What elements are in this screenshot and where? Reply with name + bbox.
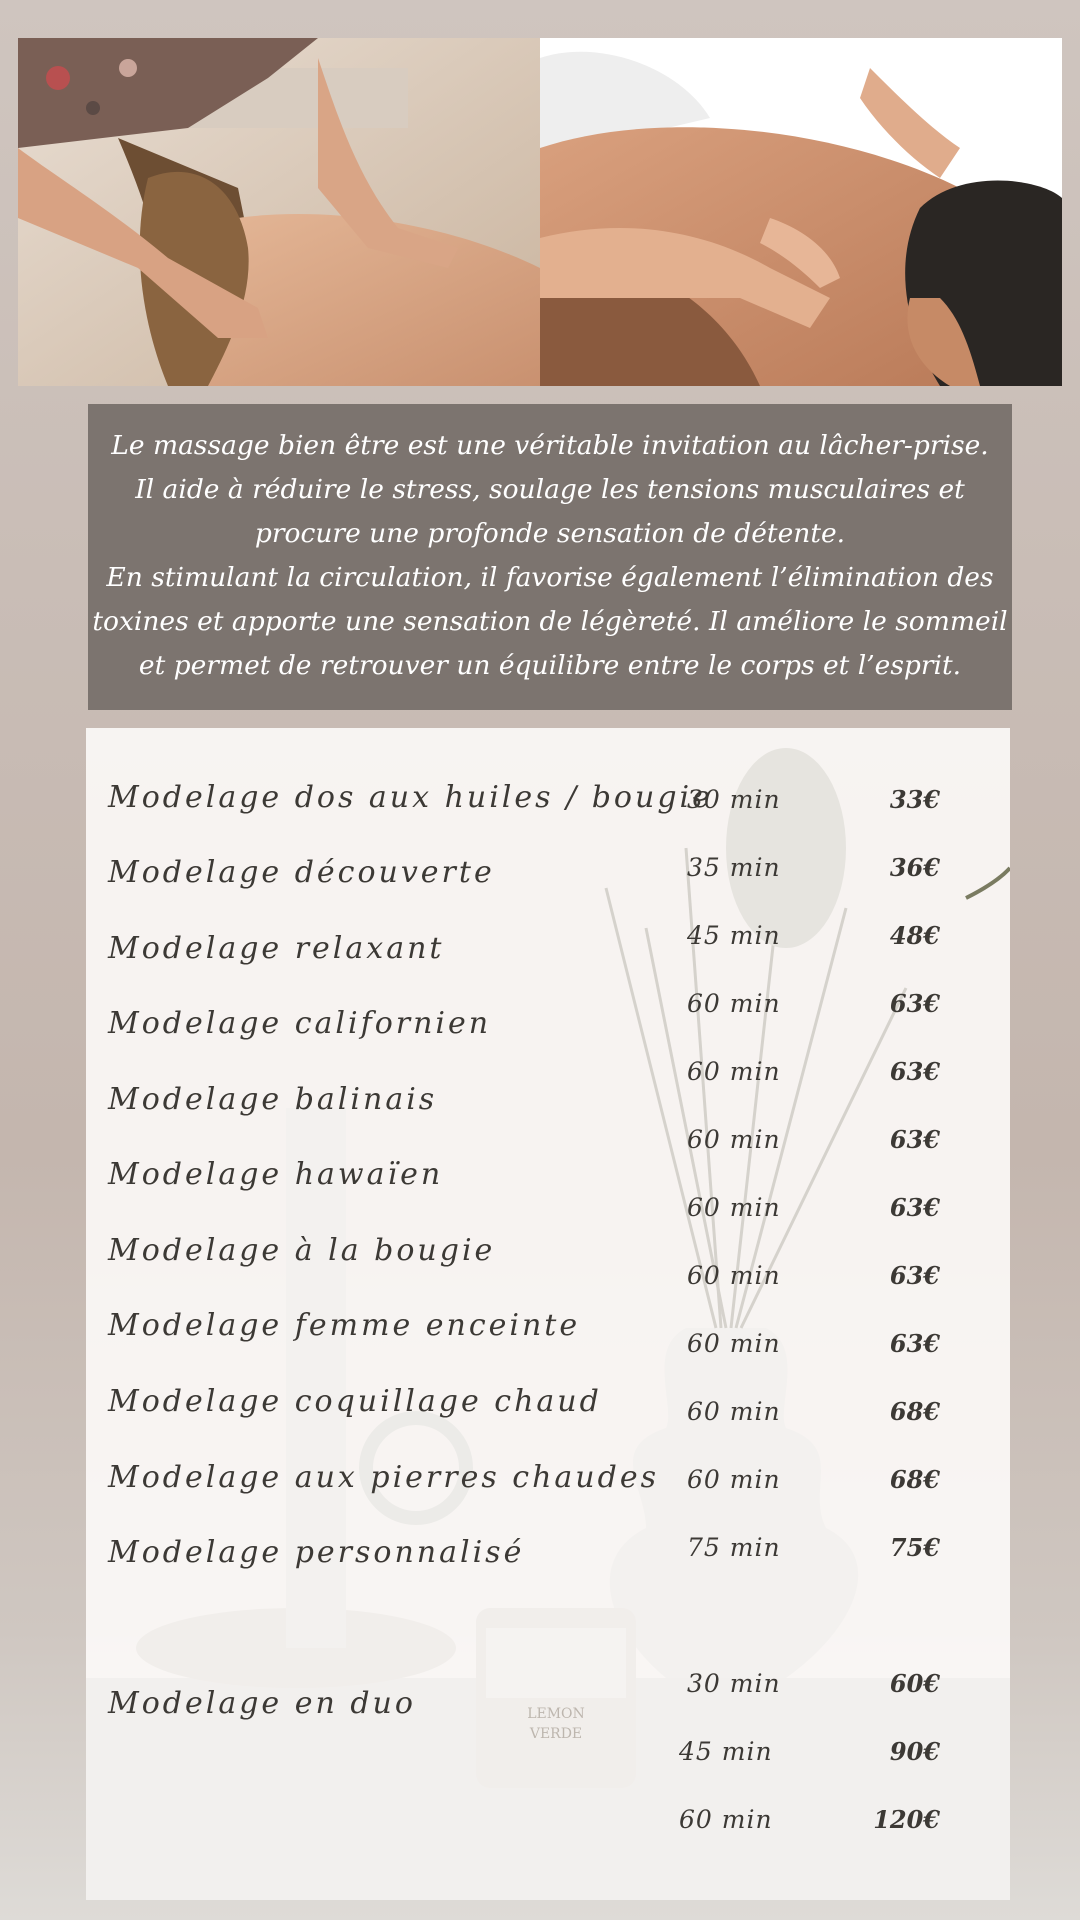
service-name: Modelage californien	[108, 1006, 492, 1041]
intro-line: Il aide à réduire le stress, soulage les tensions musculaires et	[135, 474, 965, 505]
price: 60€	[889, 1669, 940, 1698]
price: 63€	[889, 1329, 940, 1358]
service-name: Modelage relaxant	[108, 931, 445, 966]
duration: 60 min	[687, 1465, 781, 1494]
duration: 60 min	[687, 1261, 781, 1290]
jar-label-line: LEMON	[527, 1706, 585, 1722]
service-name: Modelage coquillage chaud	[108, 1384, 602, 1419]
intro-line: procure une profonde sensation de détente.	[254, 518, 846, 549]
price: 68€	[889, 1397, 940, 1426]
intro-line: Le massage bien être est une véritable invitation au lâcher-prise.	[111, 430, 989, 461]
duration: 75 min	[687, 1533, 781, 1562]
duration: 45 min	[687, 921, 781, 950]
intro-line: toxines et apporte une sensation de légèreté. Il améliore le sommeil	[92, 606, 1008, 637]
duration: 45 min	[679, 1737, 773, 1766]
price-list-panel	[86, 728, 1010, 1900]
duration: 60 min	[679, 1805, 773, 1834]
service-name: Modelage à la bougie	[108, 1233, 496, 1268]
service-name: Modelage balinais	[108, 1082, 438, 1117]
price: 63€	[889, 1125, 940, 1154]
duration: 60 min	[687, 1329, 781, 1358]
duration: 60 min	[687, 1057, 781, 1086]
duration: 30 min	[687, 1669, 781, 1698]
duration: 60 min	[687, 1125, 781, 1154]
service-name: Modelage personnalisé	[108, 1535, 525, 1570]
duration: 60 min	[687, 1193, 781, 1222]
intro-line: En stimulant la circulation, il favorise également l’élimination des	[106, 562, 994, 593]
duration: 60 min	[687, 989, 781, 1018]
price: 68€	[889, 1465, 940, 1494]
price: 63€	[889, 1261, 940, 1290]
price: 75€	[889, 1533, 940, 1562]
price: 90€	[889, 1737, 940, 1766]
price: 33€	[889, 785, 940, 814]
duration: 30 min	[687, 785, 781, 814]
jar-label-line: VERDE	[529, 1726, 583, 1742]
service-name: Modelage femme enceinte	[108, 1308, 581, 1343]
intro-line: et permet de retrouver un équilibre entre le corps et l’esprit.	[138, 650, 962, 681]
service-name: Modelage hawaïen	[108, 1157, 444, 1192]
duration: 60 min	[687, 1397, 781, 1426]
service-name: Modelage découverte	[108, 855, 495, 890]
price: 120€	[873, 1805, 940, 1834]
price: 63€	[889, 989, 940, 1018]
service-name: Modelage dos aux huiles / bougie	[108, 780, 713, 815]
intro-text-box	[88, 404, 1012, 710]
service-name: Modelage en duo	[108, 1686, 416, 1721]
price: 63€	[889, 1057, 940, 1086]
price: 36€	[889, 853, 940, 882]
massage-photo-woman	[18, 38, 540, 386]
price: 48€	[889, 921, 940, 950]
massage-photo-man	[540, 38, 1062, 386]
service-name: Modelage aux pierres chaudes	[108, 1460, 659, 1495]
price: 63€	[889, 1193, 940, 1222]
duration: 35 min	[687, 853, 781, 882]
